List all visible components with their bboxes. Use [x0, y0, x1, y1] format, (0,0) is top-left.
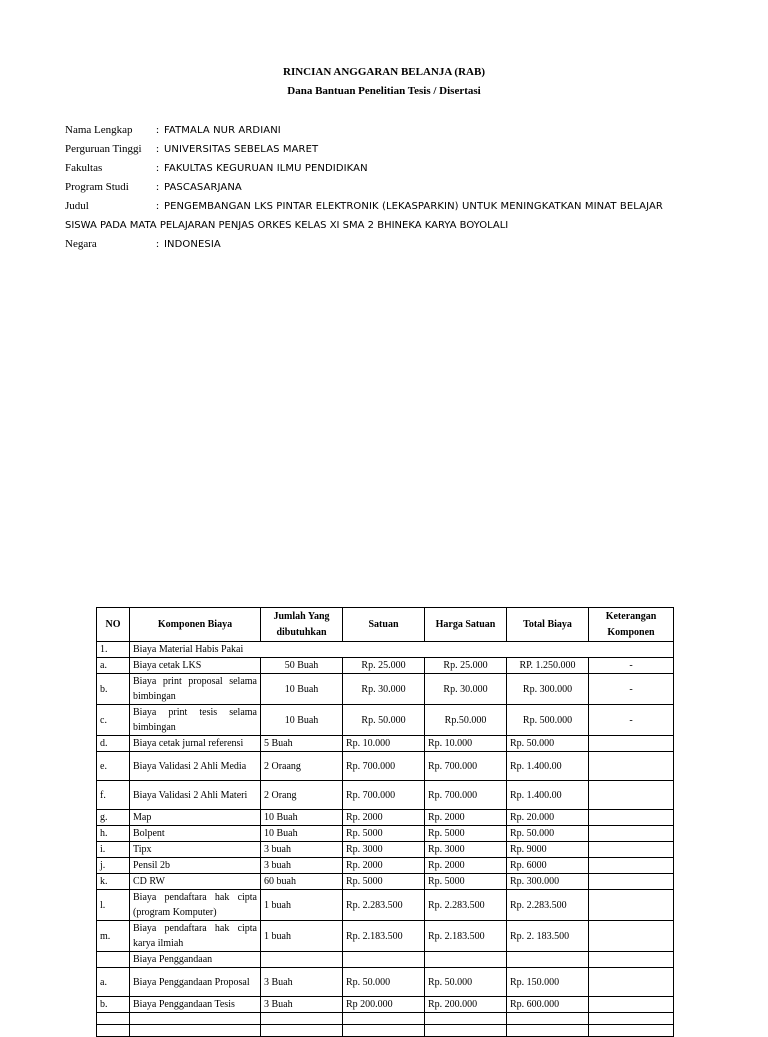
cell-empty	[425, 1013, 507, 1025]
cell-no: d.	[97, 736, 130, 752]
cell-empty	[130, 1025, 261, 1037]
cell-no: b.	[97, 674, 130, 705]
info-label: Program Studi	[65, 181, 129, 193]
cell-komponen: CD RW	[130, 874, 261, 890]
document-subtitle: Dana Bantuan Penelitian Tesis / Disertasi	[287, 85, 481, 97]
cell-keterangan	[589, 842, 674, 858]
cell-jumlah: 3 Buah	[261, 968, 343, 997]
cell-harga: Rp. 700.000	[425, 752, 507, 781]
cell-satuan: Rp. 2.283.500	[343, 890, 425, 921]
cell-empty	[343, 1025, 425, 1037]
info-colon: :	[156, 162, 160, 174]
cell-satuan: Rp. 5000	[343, 874, 425, 890]
cell-jumlah: 2 Oraang	[261, 752, 343, 781]
cell-komponen: Biaya print tesis selama bimbingan	[130, 705, 261, 736]
cell-komponen: Biaya Penggandaan Proposal	[130, 968, 261, 997]
cell-komponen: Biaya cetak jurnal referensi	[130, 736, 261, 752]
header-no: NO	[97, 608, 130, 642]
cell-jumlah: 60 buah	[261, 874, 343, 890]
cell-empty	[589, 1025, 674, 1037]
cell-jumlah: 1 buah	[261, 890, 343, 921]
cell-harga: Rp. 700.000	[425, 781, 507, 810]
info-value: INDONESIA	[164, 239, 221, 250]
cell-total: Rp. 1.400.00	[507, 752, 589, 781]
table-row	[97, 890, 674, 921]
cell-keterangan	[589, 810, 674, 826]
info-value: FAKULTAS KEGURUAN ILMU PENDIDIKAN	[164, 163, 368, 174]
table-row	[97, 997, 674, 1013]
cell-satuan: Rp. 2000	[343, 858, 425, 874]
cell-keterangan: -	[589, 705, 674, 736]
header-total: Total Biaya	[507, 608, 589, 642]
cell-komponen: Biaya pendaftara hak cipta karya ilmiah	[130, 921, 261, 952]
cell-total: RP. 1.250.000	[507, 658, 589, 674]
cell-jumlah: 3 buah	[261, 858, 343, 874]
cell-komponen: Bolpent	[130, 826, 261, 842]
cell-komponen: Map	[130, 810, 261, 826]
cell-no	[97, 952, 130, 968]
cell-keterangan: -	[589, 674, 674, 705]
cell-harga: Rp. 5000	[425, 874, 507, 890]
cell-total: Rp. 600.000	[507, 997, 589, 1013]
cell-keterangan	[589, 874, 674, 890]
cell-jumlah: 10 Buah	[261, 810, 343, 826]
info-colon: :	[156, 238, 160, 250]
cell-satuan: Rp. 25.000	[343, 658, 425, 674]
cell-keterangan	[589, 968, 674, 997]
cell-keterangan	[589, 997, 674, 1013]
cell-no: h.	[97, 826, 130, 842]
cell-jumlah: 3 Buah	[261, 997, 343, 1013]
table-row	[97, 952, 674, 968]
cell-komponen: Biaya Validasi 2 Ahli Media	[130, 752, 261, 781]
cell-harga: Rp. 5000	[425, 826, 507, 842]
header-keterangan: Keterangan Komponen	[589, 608, 674, 642]
cell-total: Rp. 50.000	[507, 736, 589, 752]
cell-komponen: Biaya Penggandaan Tesis	[130, 997, 261, 1013]
cell-empty	[261, 1025, 343, 1037]
cell-total: Rp. 50.000	[507, 826, 589, 842]
budget-table	[96, 607, 674, 1037]
cell-komponen: Biaya Validasi 2 Ahli Materi	[130, 781, 261, 810]
cell-keterangan: -	[589, 658, 674, 674]
cell-total: Rp. 1.400.00	[507, 781, 589, 810]
cell-komponen: Biaya Material Habis Pakai	[130, 642, 674, 658]
cell-keterangan	[589, 952, 674, 968]
cell-total: Rp. 300.000	[507, 674, 589, 705]
cell-komponen: Biaya pendaftara hak cipta (program Komputer)	[130, 890, 261, 921]
cell-empty	[261, 1013, 343, 1025]
table-row	[97, 826, 674, 842]
document-title: RINCIAN ANGGARAN BELANJA (RAB)	[283, 66, 485, 78]
table-row	[97, 921, 674, 952]
table-row	[97, 736, 674, 752]
cell-no: j.	[97, 858, 130, 874]
table-header-row	[97, 608, 674, 642]
cell-jumlah: 1 buah	[261, 921, 343, 952]
table-row	[97, 642, 674, 658]
cell-no: k.	[97, 874, 130, 890]
cell-jumlah: 10 Buah	[261, 826, 343, 842]
cell-keterangan	[589, 826, 674, 842]
table-row-empty	[97, 1025, 674, 1037]
cell-harga: Rp. 10.000	[425, 736, 507, 752]
cell-harga: Rp. 2000	[425, 858, 507, 874]
cell-total	[507, 952, 589, 968]
cell-no: m.	[97, 921, 130, 952]
header-harga: Harga Satuan	[425, 608, 507, 642]
cell-keterangan	[589, 858, 674, 874]
cell-komponen: Biaya Penggandaan	[130, 952, 261, 968]
cell-keterangan	[589, 921, 674, 952]
cell-empty	[425, 1025, 507, 1037]
cell-satuan: Rp. 2000	[343, 810, 425, 826]
info-value: FATMALA NUR ARDIANI	[164, 125, 281, 136]
cell-jumlah: 5 Buah	[261, 736, 343, 752]
cell-empty	[97, 1025, 130, 1037]
cell-jumlah: 10 Buah	[261, 674, 343, 705]
cell-satuan: Rp. 700.000	[343, 752, 425, 781]
cell-no: g.	[97, 810, 130, 826]
cell-keterangan	[589, 781, 674, 810]
cell-komponen: Tipx	[130, 842, 261, 858]
cell-empty	[507, 1013, 589, 1025]
info-label: Fakultas	[65, 162, 103, 174]
cell-no: 1.	[97, 642, 130, 658]
cell-total: Rp. 9000	[507, 842, 589, 858]
info-label: Perguruan Tinggi	[65, 143, 142, 155]
cell-total: Rp. 20.000	[507, 810, 589, 826]
table-row	[97, 781, 674, 810]
header-jumlah: Jumlah Yang dibutuhkan	[261, 608, 343, 642]
cell-keterangan	[589, 752, 674, 781]
table-row	[97, 752, 674, 781]
cell-no: c.	[97, 705, 130, 736]
cell-total: Rp. 500.000	[507, 705, 589, 736]
cell-jumlah	[261, 952, 343, 968]
cell-empty	[97, 1013, 130, 1025]
cell-harga: Rp. 25.000	[425, 658, 507, 674]
cell-no: a.	[97, 968, 130, 997]
info-label: Judul	[65, 200, 89, 212]
cell-komponen: Biaya print proposal selama bimbingan	[130, 674, 261, 705]
cell-satuan: Rp. 3000	[343, 842, 425, 858]
table-row	[97, 674, 674, 705]
info-colon: :	[156, 143, 160, 155]
cell-harga: Rp. 50.000	[425, 968, 507, 997]
table-row	[97, 705, 674, 736]
cell-harga: Rp. 200.000	[425, 997, 507, 1013]
info-value: PENGEMBANGAN LKS PINTAR ELEKTRONIK (LEKASPARKIN) UNTUK MENINGKATKAN MINAT BELAJAR	[164, 201, 663, 212]
table-row	[97, 842, 674, 858]
cell-satuan: Rp. 10.000	[343, 736, 425, 752]
cell-no: b.	[97, 997, 130, 1013]
info-colon: :	[156, 200, 160, 212]
cell-jumlah: 2 Orang	[261, 781, 343, 810]
cell-satuan	[343, 952, 425, 968]
cell-no: a.	[97, 658, 130, 674]
judul-continued: SISWA PADA MATA PELAJARAN PENJAS ORKES KELAS XI SMA 2 BHINEKA KARYA BOYOLALI	[65, 220, 509, 231]
table-row	[97, 968, 674, 997]
header-komponen: Komponen Biaya	[130, 608, 261, 642]
cell-satuan: Rp. 2.183.500	[343, 921, 425, 952]
cell-satuan: Rp. 50.000	[343, 968, 425, 997]
info-value: PASCASARJANA	[164, 182, 242, 193]
cell-total: Rp. 150.000	[507, 968, 589, 997]
cell-harga: Rp. 3000	[425, 842, 507, 858]
cell-empty	[589, 1013, 674, 1025]
cell-no: e.	[97, 752, 130, 781]
cell-satuan: Rp 200.000	[343, 997, 425, 1013]
cell-empty	[507, 1025, 589, 1037]
info-value: UNIVERSITAS SEBELAS MARET	[164, 144, 319, 155]
table-row	[97, 858, 674, 874]
cell-total: Rp. 2. 183.500	[507, 921, 589, 952]
cell-satuan: Rp. 30.000	[343, 674, 425, 705]
cell-no: i.	[97, 842, 130, 858]
table-row	[97, 810, 674, 826]
cell-no: l.	[97, 890, 130, 921]
info-colon: :	[156, 124, 160, 136]
cell-harga: Rp. 2000	[425, 810, 507, 826]
cell-no: f.	[97, 781, 130, 810]
cell-empty	[343, 1013, 425, 1025]
cell-total: Rp. 2.283.500	[507, 890, 589, 921]
cell-total: Rp. 6000	[507, 858, 589, 874]
cell-total: Rp. 300.000	[507, 874, 589, 890]
cell-harga: Rp.50.000	[425, 705, 507, 736]
info-label: Negara	[65, 238, 97, 250]
info-colon: :	[156, 181, 160, 193]
table-row	[97, 658, 674, 674]
table-row	[97, 874, 674, 890]
info-label: Nama Lengkap	[65, 124, 133, 136]
cell-komponen: Pensil 2b	[130, 858, 261, 874]
cell-komponen: Biaya cetak LKS	[130, 658, 261, 674]
cell-satuan: Rp. 700.000	[343, 781, 425, 810]
cell-satuan: Rp. 5000	[343, 826, 425, 842]
cell-jumlah: 3 buah	[261, 842, 343, 858]
cell-keterangan	[589, 736, 674, 752]
table-row-empty	[97, 1013, 674, 1025]
cell-harga: Rp. 30.000	[425, 674, 507, 705]
cell-harga: Rp. 2.183.500	[425, 921, 507, 952]
cell-jumlah: 10 Buah	[261, 705, 343, 736]
cell-keterangan	[589, 890, 674, 921]
cell-harga: Rp. 2.283.500	[425, 890, 507, 921]
cell-empty	[130, 1013, 261, 1025]
header-satuan: Satuan	[343, 608, 425, 642]
cell-harga	[425, 952, 507, 968]
cell-jumlah: 50 Buah	[261, 658, 343, 674]
cell-satuan: Rp. 50.000	[343, 705, 425, 736]
